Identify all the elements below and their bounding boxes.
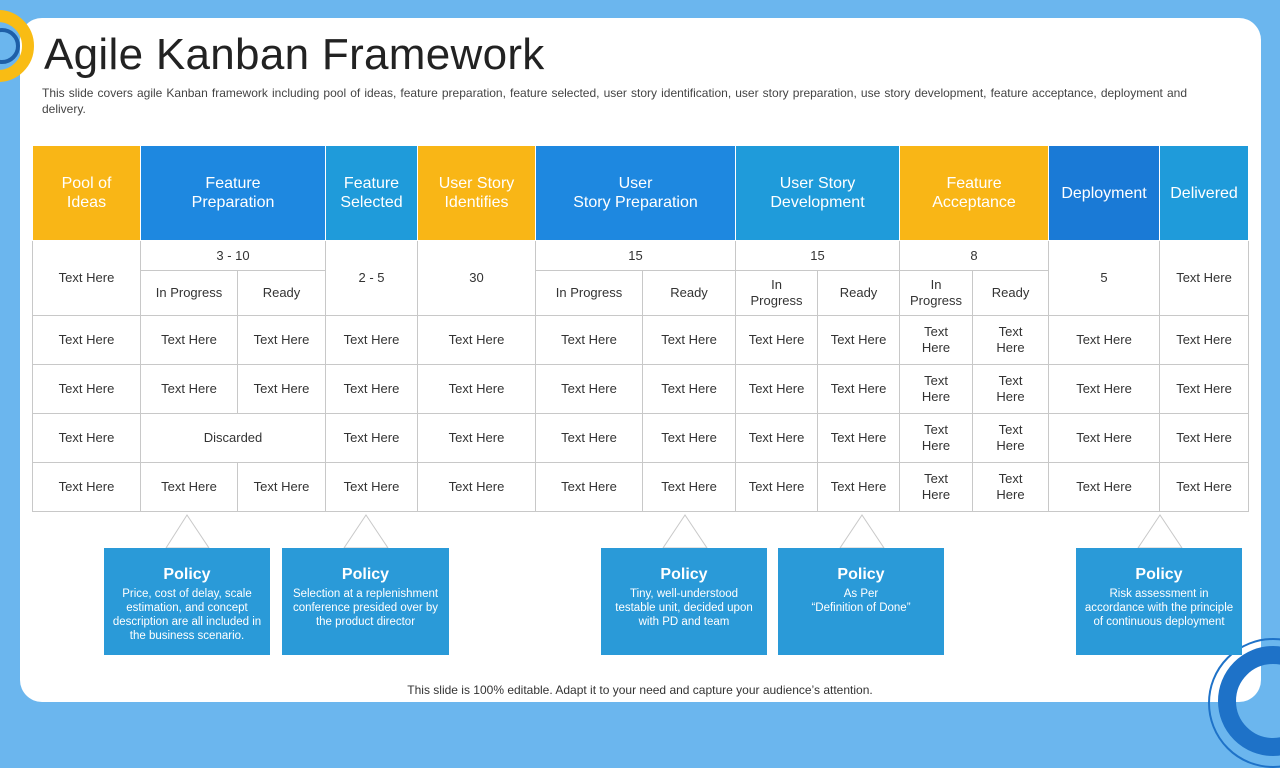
- table-cell: Text Here: [1049, 316, 1160, 365]
- wip-limit-feature-preparation: 3 - 10: [141, 241, 326, 271]
- table-cell: Text Here: [736, 365, 818, 414]
- table-cell: Text Here: [33, 316, 141, 365]
- policy-box-user-story-development: [778, 548, 944, 655]
- wip-limit-feature-acceptance: 8: [900, 241, 1049, 271]
- connector-arrow: [663, 515, 707, 548]
- table-cell: Text Here: [536, 463, 643, 512]
- table-cell: Text Here: [141, 316, 238, 365]
- header-user-story-development: User Story Development: [736, 146, 900, 241]
- header-feature-preparation: Feature Preparation: [141, 146, 326, 241]
- table-cell: Text Here: [900, 463, 973, 512]
- connector-arrow: [166, 515, 209, 548]
- wip-limit-user-story-identifies: 30: [418, 241, 536, 316]
- table-cell: Text Here: [418, 463, 536, 512]
- table-cell: Text Here: [900, 414, 973, 463]
- table-cell: Text Here: [418, 414, 536, 463]
- sub-header-in-progress: In Progress: [536, 271, 643, 316]
- table-cell: Text Here: [33, 414, 141, 463]
- header-deployment: Deployment: [1049, 146, 1160, 241]
- table-cell: Text Here: [900, 365, 973, 414]
- table-cell: Text Here: [818, 316, 900, 365]
- header-pool-of-ideas: Pool of Ideas: [33, 146, 141, 241]
- table-cell: Text Here: [1049, 414, 1160, 463]
- policy-text: Price, cost of delay, scale estimation, and concept description are all included in the business scenario.: [112, 588, 262, 642]
- table-cell: Text Here: [818, 365, 900, 414]
- table-cell: Text Here: [536, 414, 643, 463]
- table-cell: Text Here: [238, 463, 326, 512]
- table-cell: Text Here: [973, 365, 1049, 414]
- policy-heading: Policy: [837, 566, 885, 583]
- wip-limit-deployment: 5: [1049, 241, 1160, 316]
- policy-box-feature-selected: [282, 548, 449, 655]
- table-cell: Text Here: [326, 414, 418, 463]
- policy-heading: Policy: [163, 566, 211, 583]
- table-cell: Text Here: [536, 316, 643, 365]
- table-cell: Text Here: [736, 414, 818, 463]
- table-cell: Text Here: [1160, 414, 1249, 463]
- sub-header-ready: Ready: [238, 271, 326, 316]
- slide-title: Agile Kanban Framework: [44, 30, 545, 79]
- policy-box-deployment: [1076, 548, 1242, 655]
- table-cell: Text Here: [643, 365, 736, 414]
- table-cell: Text Here: [643, 463, 736, 512]
- table-cell: Text Here: [1160, 241, 1249, 316]
- table-cell: Text Here: [736, 463, 818, 512]
- table-cell: Text Here: [33, 463, 141, 512]
- policy-text: As Per “Definition of Done”: [811, 588, 911, 614]
- wip-limit-feature-selected: 2 - 5: [326, 241, 418, 316]
- connector-arrow: [840, 515, 884, 548]
- connector-arrow: [344, 515, 388, 548]
- table-cell: Text Here: [643, 414, 736, 463]
- slide-subtitle: This slide covers agile Kanban framework including pool of ideas, feature preparation, feature selected, user story identification, user story preparation, use story development, feature acceptance, deployment and delivery.: [42, 86, 1187, 116]
- table-cell: Text Here: [818, 414, 900, 463]
- table-cell: Text Here: [326, 365, 418, 414]
- discarded-cell: Discarded: [141, 414, 326, 463]
- policy-text: Tiny, well-understood testable unit, decided upon with PD and team: [615, 588, 753, 628]
- policy-box-pool-of-ideas: [104, 548, 270, 655]
- table-cell: Text Here: [900, 316, 973, 365]
- header-feature-selected: Feature Selected: [326, 146, 418, 241]
- policy-heading: Policy: [341, 566, 390, 583]
- sub-header-ready: Ready: [818, 271, 900, 316]
- table-cell: Text Here: [418, 316, 536, 365]
- sub-header-ready: Ready: [973, 271, 1049, 316]
- header-feature-acceptance: Feature Acceptance: [900, 146, 1049, 241]
- sub-header-in-progress: In Progress: [736, 271, 818, 316]
- table-cell: Text Here: [326, 463, 418, 512]
- table-cell: Text Here: [643, 316, 736, 365]
- table-cell: Text Here: [1160, 365, 1249, 414]
- header-user-story-preparation: User Story Preparation: [536, 146, 736, 241]
- table-cell: Text Here: [418, 365, 536, 414]
- table-cell: Text Here: [818, 463, 900, 512]
- table-cell: Text Here: [1049, 365, 1160, 414]
- table-cell: Text Here: [973, 316, 1049, 365]
- table-cell: Text Here: [536, 365, 643, 414]
- table-cell: Text Here: [33, 241, 141, 316]
- table-cell: Text Here: [238, 365, 326, 414]
- policy-text: Risk assessment in accordance with the principle of continuous deployment: [1084, 588, 1234, 628]
- table-cell: Text Here: [33, 365, 141, 414]
- connector-arrow: [1138, 515, 1182, 548]
- table-cell: Text Here: [973, 463, 1049, 512]
- table-cell: Text Here: [973, 414, 1049, 463]
- table-cell: Text Here: [736, 316, 818, 365]
- sub-header-ready: Ready: [643, 271, 736, 316]
- table-cell: Text Here: [1049, 463, 1160, 512]
- table-cell: Text Here: [326, 316, 418, 365]
- sub-header-in-progress: In Progress: [900, 271, 973, 316]
- table-cell: Text Here: [1160, 316, 1249, 365]
- header-user-story-identifies: User Story Identifies: [418, 146, 536, 241]
- policy-text: Selection at a replenishment conference presided over by the product director: [292, 588, 439, 628]
- header-delivered: Delivered: [1160, 146, 1249, 241]
- policy-box-user-story-preparation: [601, 548, 767, 655]
- wip-limit-user-story-development: 15: [736, 241, 900, 271]
- sub-header-in-progress: In Progress: [141, 271, 238, 316]
- table-cell: Text Here: [238, 316, 326, 365]
- policy-heading: Policy: [660, 566, 708, 583]
- wip-limit-user-story-preparation: 15: [536, 241, 736, 271]
- policy-heading: Policy: [1135, 566, 1183, 583]
- table-cell: Text Here: [141, 463, 238, 512]
- table-cell: Text Here: [141, 365, 238, 414]
- footer-note: This slide is 100% editable. Adapt it to your need and capture your audience’s attention.: [407, 683, 873, 697]
- table-cell: Text Here: [1160, 463, 1249, 512]
